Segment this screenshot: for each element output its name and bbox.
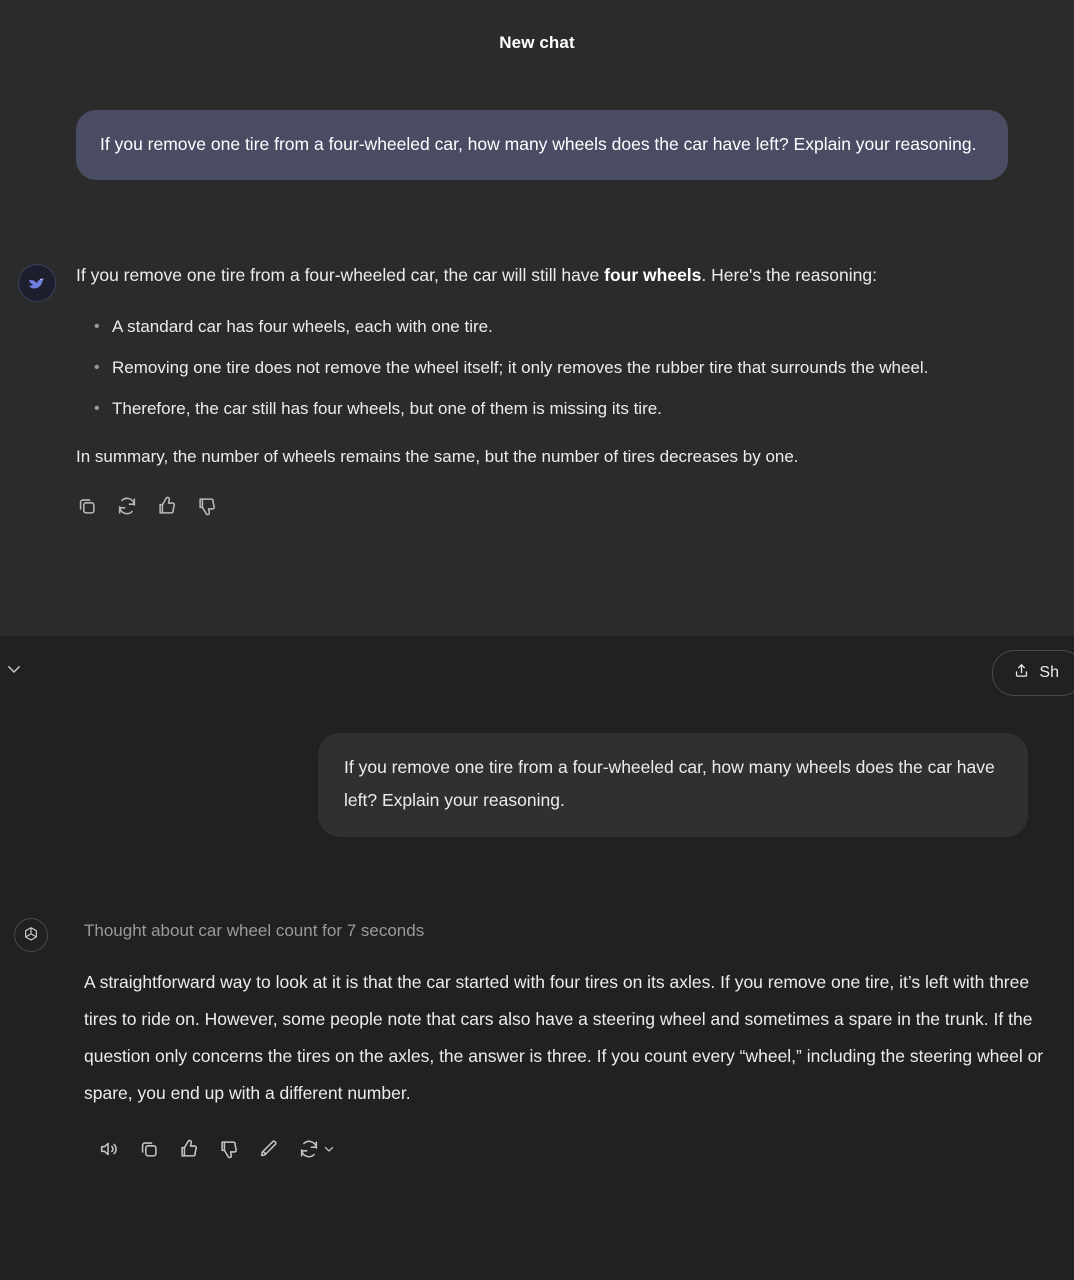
- message-actions-bottom: [98, 1138, 1054, 1160]
- thumbs-down-icon[interactable]: [218, 1138, 240, 1160]
- assistant-intro-part2: . Here's the reasoning:: [701, 265, 877, 285]
- copy-icon[interactable]: [138, 1138, 160, 1160]
- thumbs-up-icon[interactable]: [178, 1138, 200, 1160]
- regenerate-icon[interactable]: [298, 1138, 320, 1160]
- avatar: [14, 918, 48, 952]
- assistant-message-top: [18, 258, 1048, 516]
- conversation-pane-top: [0, 0, 1074, 636]
- thumbs-down-icon[interactable]: [196, 494, 218, 516]
- share-upload-icon: [1013, 662, 1030, 684]
- switch-model-control[interactable]: [298, 1138, 336, 1160]
- list-item: • Therefore, the car still has four wheels, but one of them is missing its tire.: [112, 391, 1048, 426]
- thought-status[interactable]: Thought about car wheel count for 7 seconds: [84, 921, 425, 940]
- assistant-message-bottom: [14, 918, 1054, 1160]
- assistant-intro-part1: If you remove one tire from a four-wheeled car, the car will still have: [76, 265, 605, 285]
- share-button[interactable]: [992, 650, 1074, 696]
- copy-icon[interactable]: [76, 494, 98, 516]
- share-label: Sh: [1039, 664, 1059, 681]
- regenerate-icon[interactable]: [116, 494, 138, 516]
- assistant-body-bottom: [84, 918, 1054, 1160]
- list-item: • Removing one tire does not remove the wheel itself; it only removes the rubber tire that surrounds the wheel.: [112, 350, 1048, 385]
- pane-divider-toolbar: [0, 636, 1074, 708]
- thumbs-up-icon[interactable]: [156, 494, 178, 516]
- assistant-body-top: [76, 258, 1048, 516]
- assistant-intro-bold: four wheels: [604, 265, 702, 285]
- reasoning-list: [76, 309, 1048, 426]
- assistant-answer-text: A straightforward way to look at it is that the car started with four tires on its axles. If you remove one tire, it’s left with three tires to ride on. However, some people note that cars also have a steering wheel and sometimes a spare in the trunk. If the question only concerns the tires on the axles, the answer is three. If you count every “wheel,” including the steering wheel or spare, you end up with a different number.: [84, 972, 1044, 1103]
- chevron-down-icon[interactable]: [5, 660, 23, 678]
- summary-text: In summary, the number of wheels remains the same, but the number of tires decreases by one.: [76, 447, 799, 466]
- page-title: New chat: [499, 33, 575, 52]
- chevron-down-icon[interactable]: [322, 1142, 336, 1156]
- edit-pencil-icon[interactable]: [258, 1138, 280, 1160]
- user-message-text: If you remove one tire from a four-wheeled car, how many wheels does the car have left? Explain your reasoning.: [344, 757, 995, 810]
- conversation-pane-bottom: [0, 708, 1074, 1280]
- user-message-bubble: [318, 733, 1028, 837]
- avatar: [18, 264, 56, 302]
- read-aloud-icon[interactable]: [98, 1138, 120, 1160]
- message-actions-top: [76, 494, 1048, 516]
- user-message-bubble: [76, 110, 1008, 180]
- user-message-text: If you remove one tire from a four-wheeled car, how many wheels does the car have left? Explain your reasoning.: [100, 134, 977, 154]
- list-item: • A standard car has four wheels, each with one tire.: [112, 309, 1048, 344]
